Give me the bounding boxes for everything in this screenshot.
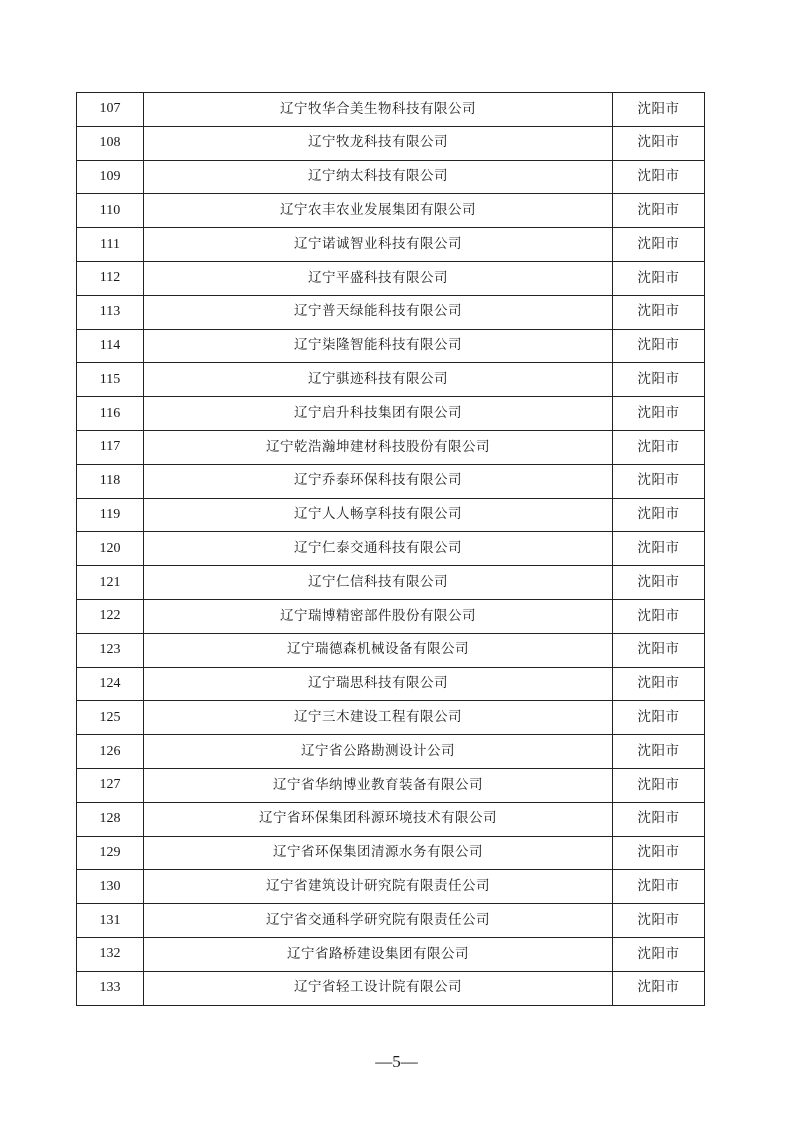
row-number-cell: 128 [77,802,144,836]
row-number-cell: 109 [77,160,144,194]
company-name-cell: 辽宁省环保集团科源环境技术有限公司 [144,802,613,836]
row-number-cell: 112 [77,261,144,295]
city-cell: 沈阳市 [613,937,705,971]
table-row [77,498,705,532]
table-row [77,93,705,127]
city-cell: 沈阳市 [613,870,705,904]
company-name-cell: 辽宁纳太科技有限公司 [144,160,613,194]
row-number-cell: 130 [77,870,144,904]
row-number-cell: 122 [77,599,144,633]
row-number-cell: 115 [77,363,144,397]
company-name-cell: 辽宁瑞德森机械设备有限公司 [144,633,613,667]
table-row [77,329,705,363]
company-name-cell: 辽宁诺诚智业科技有限公司 [144,228,613,262]
city-cell: 沈阳市 [613,194,705,228]
city-cell: 沈阳市 [613,667,705,701]
city-cell: 沈阳市 [613,126,705,160]
row-number-cell: 117 [77,430,144,464]
company-name-cell: 辽宁乾浩瀚坤建材科技股份有限公司 [144,430,613,464]
row-number-cell: 133 [77,971,144,1005]
company-name-cell: 辽宁瑞博精密部件股份有限公司 [144,599,613,633]
table-row [77,261,705,295]
city-cell: 沈阳市 [613,295,705,329]
company-name-cell: 辽宁普天绿能科技有限公司 [144,295,613,329]
city-cell: 沈阳市 [613,566,705,600]
row-number-cell: 132 [77,937,144,971]
row-number-cell: 125 [77,701,144,735]
city-cell: 沈阳市 [613,261,705,295]
city-cell: 沈阳市 [613,532,705,566]
table-row [77,160,705,194]
company-name-cell: 辽宁骐迹科技有限公司 [144,363,613,397]
row-number-cell: 110 [77,194,144,228]
row-number-cell: 114 [77,329,144,363]
table-row [77,430,705,464]
company-name-cell: 辽宁牧华合美生物科技有限公司 [144,93,613,127]
row-number-cell: 111 [77,228,144,262]
city-cell: 沈阳市 [613,329,705,363]
city-cell: 沈阳市 [613,93,705,127]
company-list-table [76,92,705,1006]
city-cell: 沈阳市 [613,430,705,464]
company-name-cell: 辽宁省华纳博业教育装备有限公司 [144,768,613,802]
city-cell: 沈阳市 [613,701,705,735]
city-cell: 沈阳市 [613,464,705,498]
city-cell: 沈阳市 [613,768,705,802]
table-row [77,397,705,431]
company-name-cell: 辽宁省交通科学研究院有限责任公司 [144,904,613,938]
table-row [77,768,705,802]
row-number-cell: 113 [77,295,144,329]
company-name-cell: 辽宁省环保集团清源水务有限公司 [144,836,613,870]
company-name-cell: 辽宁人人畅享科技有限公司 [144,498,613,532]
company-name-cell: 辽宁瑞思科技有限公司 [144,667,613,701]
city-cell: 沈阳市 [613,904,705,938]
city-cell: 沈阳市 [613,228,705,262]
row-number-cell: 121 [77,566,144,600]
table-row [77,464,705,498]
table-row [77,870,705,904]
row-number-cell: 124 [77,667,144,701]
city-cell: 沈阳市 [613,397,705,431]
company-name-cell: 辽宁仁信科技有限公司 [144,566,613,600]
company-name-cell: 辽宁牧龙科技有限公司 [144,126,613,160]
table-row [77,194,705,228]
city-cell: 沈阳市 [613,363,705,397]
table-row [77,667,705,701]
row-number-cell: 126 [77,735,144,769]
table-row [77,126,705,160]
company-name-cell: 辽宁柒隆智能科技有限公司 [144,329,613,363]
page-number: —5— [375,1052,418,1071]
row-number-cell: 119 [77,498,144,532]
table-row [77,971,705,1005]
table-row [77,904,705,938]
table-row [77,228,705,262]
city-cell: 沈阳市 [613,971,705,1005]
company-name-cell: 辽宁乔泰环保科技有限公司 [144,464,613,498]
company-name-cell: 辽宁仁泰交通科技有限公司 [144,532,613,566]
city-cell: 沈阳市 [613,498,705,532]
table-row [77,735,705,769]
table-row [77,701,705,735]
table-row [77,836,705,870]
company-name-cell: 辽宁平盛科技有限公司 [144,261,613,295]
city-cell: 沈阳市 [613,599,705,633]
table-row [77,937,705,971]
row-number-cell: 127 [77,768,144,802]
row-number-cell: 129 [77,836,144,870]
city-cell: 沈阳市 [613,836,705,870]
city-cell: 沈阳市 [613,802,705,836]
table-row [77,599,705,633]
row-number-cell: 131 [77,904,144,938]
table-row [77,566,705,600]
row-number-cell: 120 [77,532,144,566]
city-cell: 沈阳市 [613,633,705,667]
table-row [77,295,705,329]
company-name-cell: 辽宁省轻工设计院有限公司 [144,971,613,1005]
table-row [77,363,705,397]
company-name-cell: 辽宁省路桥建设集团有限公司 [144,937,613,971]
company-name-cell: 辽宁省公路勘测设计公司 [144,735,613,769]
row-number-cell: 108 [77,126,144,160]
table-row [77,532,705,566]
company-name-cell: 辽宁省建筑设计研究院有限责任公司 [144,870,613,904]
city-cell: 沈阳市 [613,160,705,194]
company-name-cell: 辽宁农丰农业发展集团有限公司 [144,194,613,228]
row-number-cell: 118 [77,464,144,498]
row-number-cell: 116 [77,397,144,431]
row-number-cell: 107 [77,93,144,127]
company-name-cell: 辽宁三木建设工程有限公司 [144,701,613,735]
city-cell: 沈阳市 [613,735,705,769]
table-row [77,633,705,667]
row-number-cell: 123 [77,633,144,667]
company-list-body [77,93,705,1006]
company-name-cell: 辽宁启升科技集团有限公司 [144,397,613,431]
table-row [77,802,705,836]
